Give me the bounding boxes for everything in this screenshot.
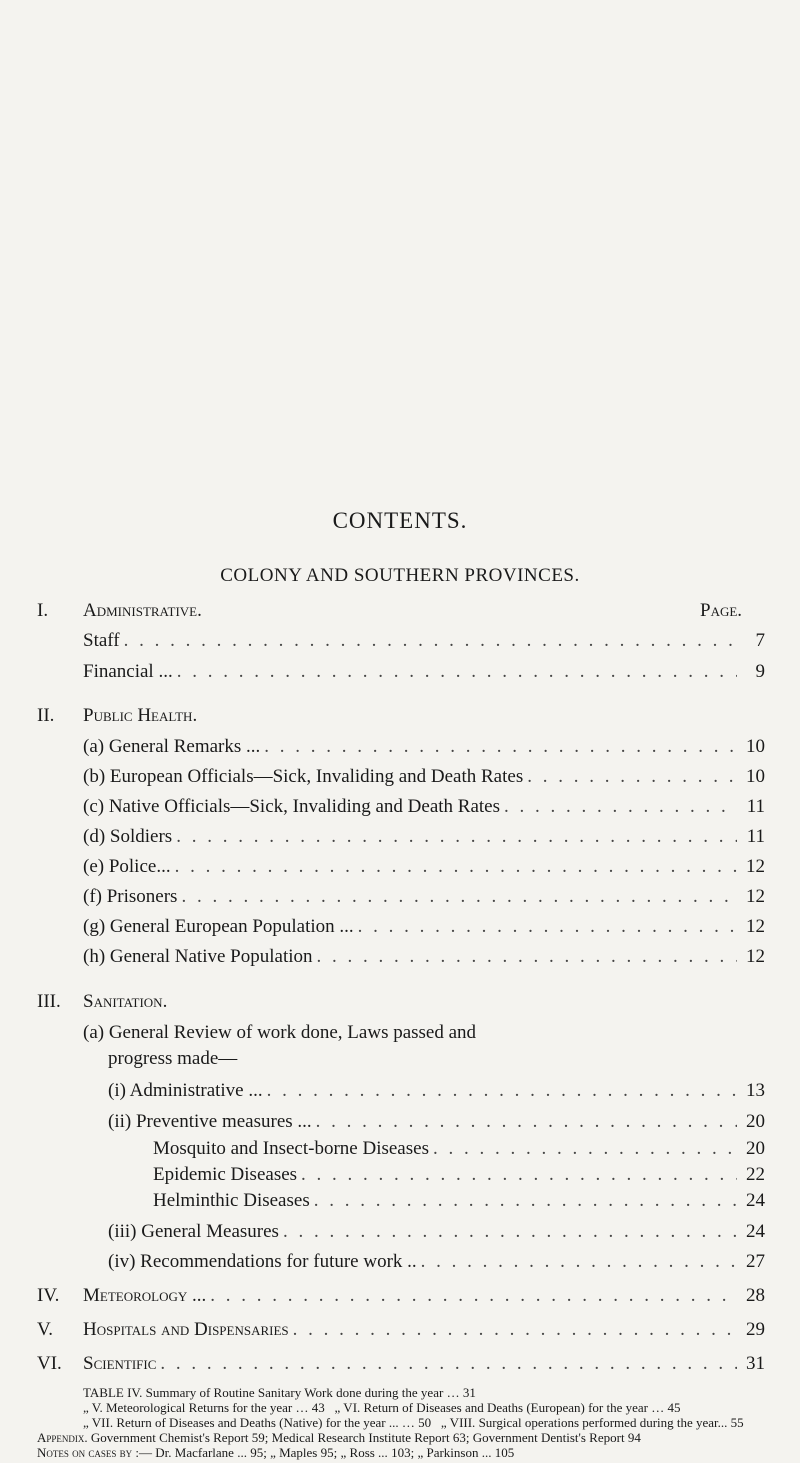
toc-entry[interactable]: Financial ... . . . 9 [83, 661, 765, 683]
toc-entry[interactable]: (iv) Recommendations for future work .. . . . 27 [108, 1251, 765, 1273]
notes-entry[interactable]: Notes on cases by :— Dr. Macfarlane ... 95; „ Maples 95; „ Ross ... 103; „ Parkinson ... 105 [37, 1445, 515, 1460]
toc-entry[interactable]: (c) Native Officials—Sick, Invaliding and Death Rates . . . 11 [83, 796, 765, 818]
section-intro: progress made— [108, 1048, 238, 1069]
section-intro: (a) General Review of work done, Laws passed and [83, 1022, 477, 1043]
section-heading: I. Administrative. [37, 600, 202, 621]
toc-entry[interactable]: (e) Police... . . . 12 [83, 856, 765, 878]
toc-entry[interactable]: (b) European Officials—Sick, Invaliding and Death Rates . . . 10 [83, 766, 765, 788]
toc-entry[interactable]: IV. Meteorology ... . . . 28 [37, 1285, 765, 1307]
appendix-entry[interactable]: Appendix. Government Chemist's Report 59; Medical Research Institute Report 63; Government Dentist's Report 94 [37, 1430, 641, 1445]
toc-entry[interactable]: (iii) General Measures . . . 24 [108, 1221, 765, 1243]
toc-entry[interactable]: Helminthic Diseases . . . 24 [153, 1190, 765, 1212]
toc-entry[interactable]: (a) General Remarks ... . . . 10 [83, 736, 765, 758]
table-entry[interactable]: „ VII. Return of Diseases and Deaths (Native) for the year ... … 50 „ VIII. Surgical operations performed during the year... 55 [83, 1415, 744, 1430]
toc-entry[interactable]: (i) Administrative ... . . . 13 [108, 1080, 765, 1102]
toc-entry[interactable]: (f) Prisoners . . . 12 [83, 886, 765, 908]
table-entry[interactable]: „ V. Meteorological Returns for the year … 43 „ VI. Return of Diseases and Deaths (European) for the year … 45 [83, 1400, 681, 1415]
section-heading: II. Public Health. [37, 705, 198, 726]
page-column-header: Page. [700, 600, 743, 621]
toc-entry[interactable]: Epidemic Diseases . . . 22 [153, 1164, 765, 1186]
toc-entry[interactable]: (h) General Native Population . . . 12 [83, 946, 765, 968]
toc-entry[interactable]: (ii) Preventive measures ... . . . 20 [108, 1111, 765, 1133]
toc-entry[interactable]: VI. Scientific . . . 31 [37, 1353, 765, 1375]
page-subtitle: COLONY AND SOUTHERN PROVINCES. [220, 565, 580, 586]
section-heading: III. Sanitation. [37, 991, 168, 1012]
page-title: CONTENTS. [332, 508, 468, 533]
toc-entry[interactable]: Staff . . . 7 [83, 630, 765, 652]
toc-entry[interactable]: V. Hospitals and Dispensaries . . . 29 [37, 1319, 765, 1341]
toc-entry[interactable]: (g) General European Population ... . . . 12 [83, 916, 765, 938]
toc-entry[interactable]: Mosquito and Insect-borne Diseases . . . 20 [153, 1138, 765, 1160]
table-entry[interactable]: TABLE IV. Summary of Routine Sanitary Work done during the year … 31 [83, 1385, 476, 1400]
toc-entry[interactable]: (d) Soldiers . . . 11 [83, 826, 765, 848]
